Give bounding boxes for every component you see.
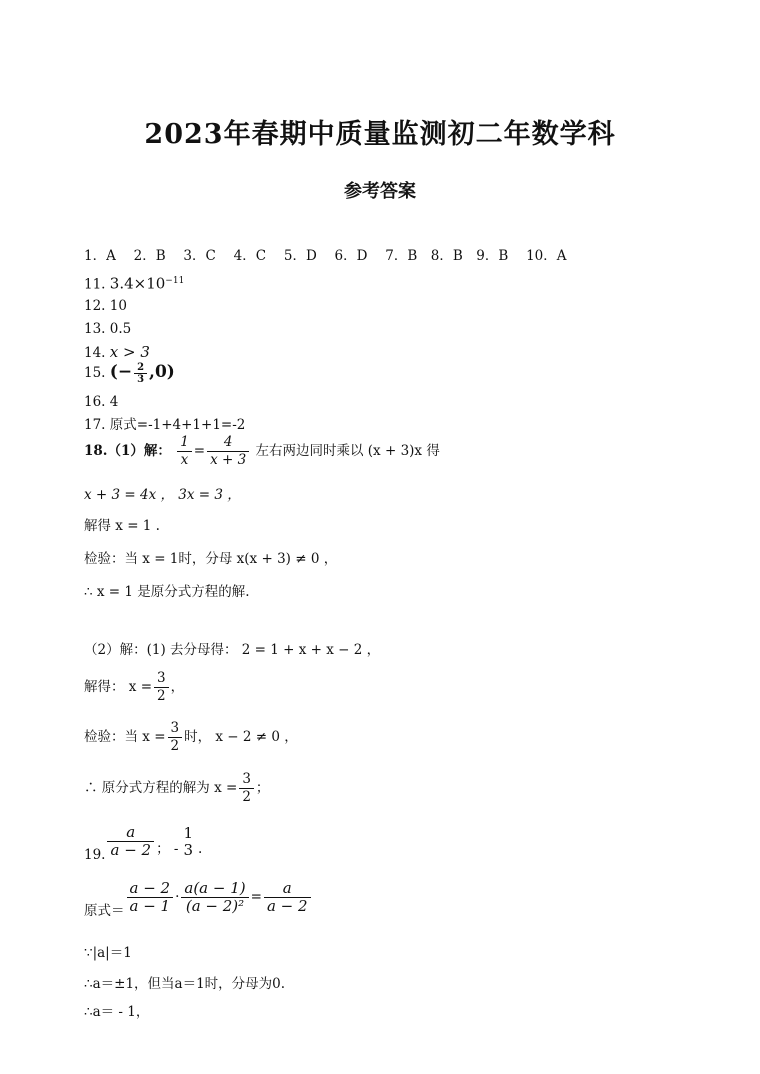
answer-18-p2-solve — [84, 670, 184, 705]
answer-11-num: 11. — [84, 276, 106, 293]
answer-15-open: (− — [109, 362, 133, 382]
answer-19-dot: · — [175, 889, 180, 905]
answer-18-p2-conc-frac: $\frac{3}{2}$ — [239, 771, 254, 806]
answer-15 — [84, 362, 175, 385]
answer-19-frac-o3: $\frac{a}{a - 2}$ — [264, 880, 311, 915]
answer-18-p2-solve-tail: ， — [170, 679, 185, 695]
answer-19-line2: ∴a＝±1，但当a＝1时，分母为0. — [84, 976, 286, 992]
answer-18-p2-check-b: 时， x − 2 ≠ 0 ， — [184, 729, 298, 745]
answer-19-frac-b: 1 3 — [183, 823, 193, 859]
answer-19-line1: ∵|a|＝1 — [84, 945, 132, 961]
answer-18-head: 18.（1）解： — [84, 443, 171, 459]
answer-18-p2-conc-a: ∴ 原分式方程的解为 x = — [84, 780, 238, 796]
answer-15-num: 15. — [84, 365, 106, 381]
answer-19-frac-o1: $\frac{a - 2}{a - 1}$ — [127, 880, 174, 915]
answer-11-exp: −11 — [165, 276, 185, 286]
answer-18-line5: ∴ x = 1 是原分式方程的解. — [84, 584, 250, 600]
answer-18-line3: 解得 x = 1 . — [84, 518, 160, 534]
answer-11 — [84, 272, 184, 294]
answer-19-num: 19. — [84, 847, 106, 863]
answer-19-original — [84, 879, 313, 919]
answer-15-frac: $\frac{2}{3}$ — [134, 362, 147, 385]
answer-18-p2-check — [84, 720, 298, 755]
answer-18-p2-line1: （2）解：(1) 去分母得： 2 = 1 + x + x − 2 ， — [84, 642, 381, 658]
answer-14-num: 14. — [84, 345, 106, 361]
answer-18-p2-solve-label: 解得： x = — [84, 679, 153, 695]
answer-17: 17. 原式=-1+4+1+1=-2 — [84, 417, 246, 433]
answer-19-end: . — [197, 841, 203, 857]
answer-18-equals: = — [193, 443, 206, 459]
answer-11-base: 3.4×10 — [109, 274, 166, 293]
answer-19-frac-o2: $\frac{a(a - 1)}{\text{(a − 2)²}}$ — [181, 880, 248, 915]
answer-19-sep: ； - — [156, 841, 179, 857]
answer-18-eq — [84, 434, 440, 469]
answer-19-line3: ∴a＝ - 1， — [84, 1004, 150, 1020]
answer-19 — [84, 823, 203, 863]
answer-19-orig-label: 原式＝ — [84, 903, 125, 919]
answer-14-expr: x > 3 — [109, 343, 150, 361]
answer-12: 12. 10 — [84, 298, 127, 314]
answer-18-line2: x + 3 = 4x ， 3x = 3 ， — [84, 487, 241, 503]
answer-18-frac-2: $\frac{4}{x + 3}$ — [207, 434, 249, 469]
page-title: 2023年春期中质量监测初二年数学科 — [144, 119, 616, 150]
answer-18-p2-conc-b: ； — [255, 780, 270, 796]
answer-18-p2-check-frac: $\frac{3}{2}$ — [168, 720, 183, 755]
answer-18-frac-1: $\frac{1}{x}$ — [177, 434, 192, 469]
answers-1-10: 1．A 2．B 3．C 4．C 5．D 6．D 7．B 8．B 9．B 10．A — [84, 248, 567, 264]
answer-14 — [84, 343, 150, 362]
answer-16: 16. 4 — [84, 394, 119, 410]
answer-18-p2-check-a: 检验：当 x = — [84, 729, 166, 745]
answer-18-line4: 检验：当 x = 1时，分母 x(x + 3) ≠ 0 ， — [84, 551, 338, 567]
answer-18-p2-solve-frac: $\frac{3}{2}$ — [154, 670, 169, 705]
answer-13: 13. 0.5 — [84, 321, 132, 337]
answer-18-p2-conclusion — [84, 771, 269, 806]
answer-15-tail: ,0) — [149, 362, 175, 382]
answer-19-eq: = — [250, 889, 262, 905]
answer-19-frac-a: $\frac{a}{a - 2}$ — [107, 824, 154, 859]
answer-18-tail: 左右两边同时乘以 (x + 3)x 得 — [255, 443, 440, 459]
page-subtitle: 参考答案 — [344, 181, 416, 202]
